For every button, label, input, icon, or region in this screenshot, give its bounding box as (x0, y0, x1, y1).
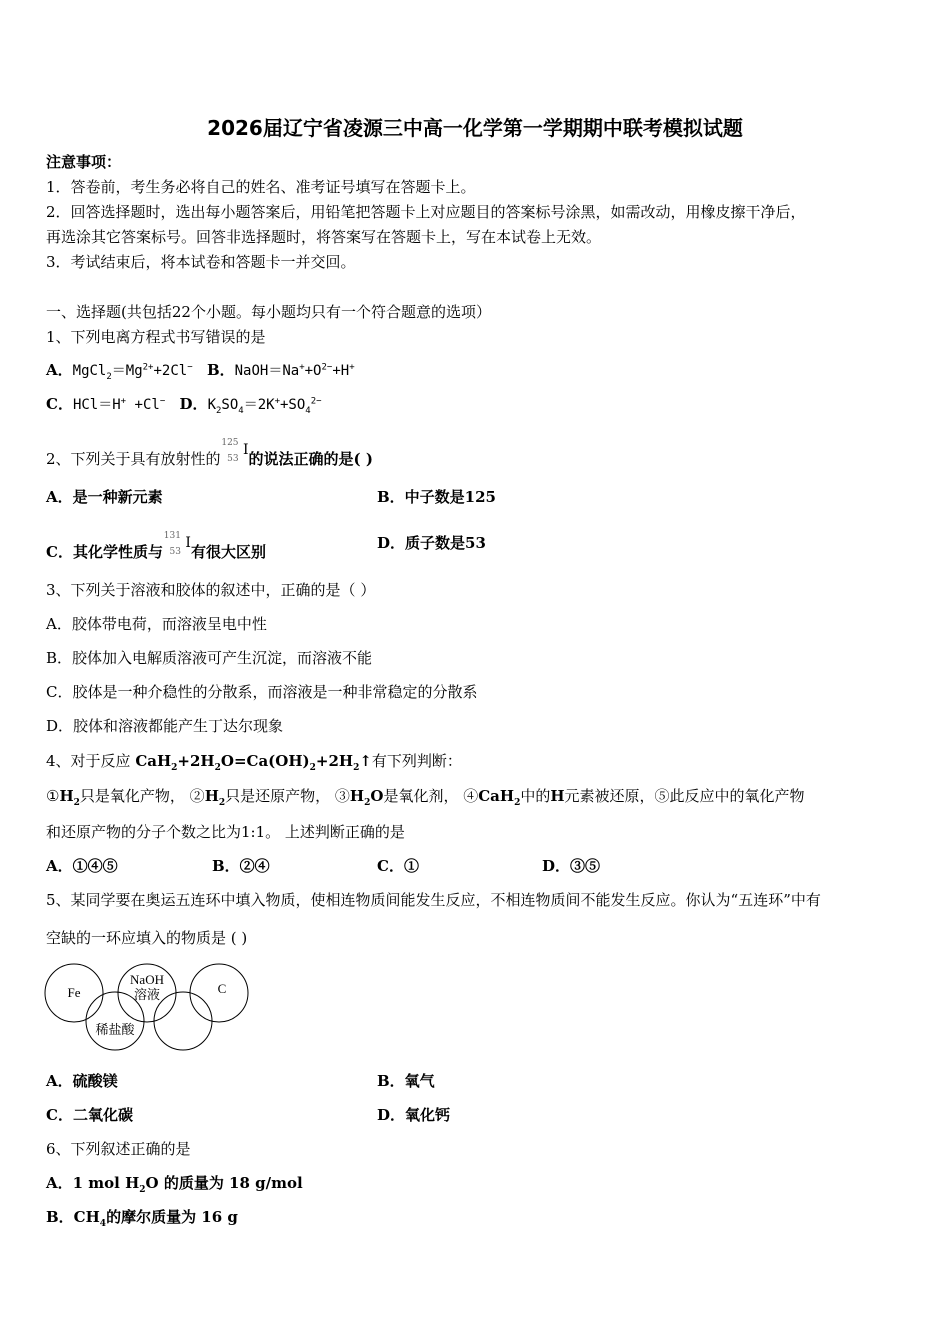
q2-option-c (46, 533, 266, 563)
page-title: 2026届辽宁省凌源三中高一化学第一学期期中联考模拟试题 (207, 116, 743, 140)
q4-option-a: A．①④⑤ (46, 857, 118, 875)
q3-stem: 3、下列关于溶液和胶体的叙述中，正确的是（ ） (46, 581, 376, 599)
q4-option-b: B．②④ (212, 857, 270, 875)
q6-stem: 6、下列叙述正确的是 (46, 1140, 191, 1158)
q4-option-d: D．③⑤ (542, 857, 601, 875)
iso1-symbol: I (243, 442, 249, 458)
q2-option-b: B．中子数是125 (377, 488, 496, 506)
q6-option-b: B．$CH_4$的摩尔质量为 16 g (46, 1208, 238, 1229)
ring-fe-label: Fe (67, 985, 81, 1000)
q5-option-b: B．氧气 (377, 1072, 435, 1090)
q1-a-formula: $MgCl_2=Mg^{2+}+2Cl^-$ (72, 362, 193, 382)
q5-stem-1: 5、某同学要在奥运五连环中填入物质，使相连物质间能发生反应，不相连物质间不能发生反应。你认为“五连环”中有 (46, 891, 821, 909)
q2-stem-pre: 2、下列关于具有放射性的 (46, 450, 221, 468)
q4-statements: $①H_2$只是氧化产物， $②H_2$只是还原产物， $③H_2O$是氧化剂， ④CaH$_2$中的H元素被还原，⑤此反应中的氧化产物 (46, 787, 805, 808)
q5-option-a: A．硫酸镁 (46, 1072, 118, 1090)
q1-options-ab (46, 360, 355, 381)
q2-c-post: 有很大区别 (190, 543, 266, 561)
q3-option-b: B．胶体加入电解质溶液可产生沉淀，而溶液不能 (46, 649, 373, 667)
iso1-z: 53 (227, 454, 239, 464)
ring-naoh-label-2: 溶液 (133, 987, 161, 1002)
notice-heading: 注意事项： (46, 153, 122, 171)
q1-stem: 1、下列电离方程式书写错误的是 (46, 328, 266, 346)
iso1-mass: 125 (221, 438, 239, 448)
q2-stem (46, 440, 373, 470)
ring-c-label: C (217, 981, 227, 996)
q4-stem-end: 和还原产物的分子个数之比为1:1。 上述判断正确的是 (46, 823, 405, 841)
q4-option-c: C．① (377, 857, 419, 875)
iodine-125-isotope (221, 440, 249, 470)
q6-option-a: A．1 mol $H_2O$ 的质量为 18 g/mol (46, 1174, 303, 1195)
q3-option-d: D．胶体和溶液都能产生丁达尔现象 (46, 717, 284, 735)
q2-option-d: D．质子数是53 (377, 534, 486, 552)
q1-c-formula: HCl＝H+ +Cl− (72, 396, 166, 413)
q1-d-formula: $K_2SO_4=2K^++SO_4^{2-}$ (207, 396, 322, 416)
q3-option-c: C．胶体是一种介稳性的分散系，而溶液是一种非常稳定的分散系 (46, 683, 478, 701)
q1-b-formula: $NaOH=Na^++O^{2-}+H^+$ (234, 362, 355, 379)
q4-stem: 4、对于反应 $CaH_2+2H_2O=Ca(OH)_2+2H_2↑$有下列判断： (46, 752, 462, 773)
q2-option-a: A．是一种新元素 (46, 488, 163, 506)
iso2-mass: 131 (163, 531, 181, 541)
q2-c-pre: C．其化学性质与 (46, 543, 163, 561)
notice-item-2b: 再选涂其它答案标号。回答非选择题时，将答案写在答题卡上，写在本试卷上无效。 (46, 228, 602, 246)
q2-stem-post: 的说法正确的是( ) (248, 450, 373, 468)
q5-option-d: D．氧化钙 (377, 1106, 451, 1124)
q1-c-label: C． (46, 395, 73, 413)
q5-stem-2: 空缺的一环应填入的物质是 ( ) (46, 929, 248, 947)
iso2-z: 53 (169, 547, 181, 557)
q1-b-label: B． (206, 361, 235, 379)
q5-option-c: C．二氧化碳 (46, 1106, 133, 1124)
q1-d-label: D． (179, 395, 208, 413)
notice-item-1: 1．答卷前，考生务必将自己的姓名、准考证号填写在答题卡上。 (46, 178, 476, 196)
iodine-131-isotope (163, 533, 191, 563)
ring-naoh-label-1: NaOH (130, 972, 164, 987)
section-heading: 一、选择题(共包括22个小题。每小题均只有一个符合题意的选项） (46, 303, 491, 321)
q3-option-a: A．胶体带电荷，而溶液呈电中性 (46, 615, 267, 633)
ring-blank (154, 992, 212, 1050)
notice-item-2a: 2．回答选择题时，选出每小题答案后，用铅笔把答题卡上对应题目的答案标号涂黑，如需改动，用橡皮擦干净后， (46, 203, 806, 221)
q1-a-label: A． (46, 361, 73, 379)
notice-item-3: 3．考试结束后，将本试卷和答题卡一并交回。 (46, 253, 356, 271)
olympic-rings-diagram (44, 960, 254, 1056)
q1-options-cd (46, 394, 322, 415)
ring-hcl-label: 稀盐酸 (95, 1022, 135, 1037)
iso2-symbol: I (185, 535, 191, 551)
